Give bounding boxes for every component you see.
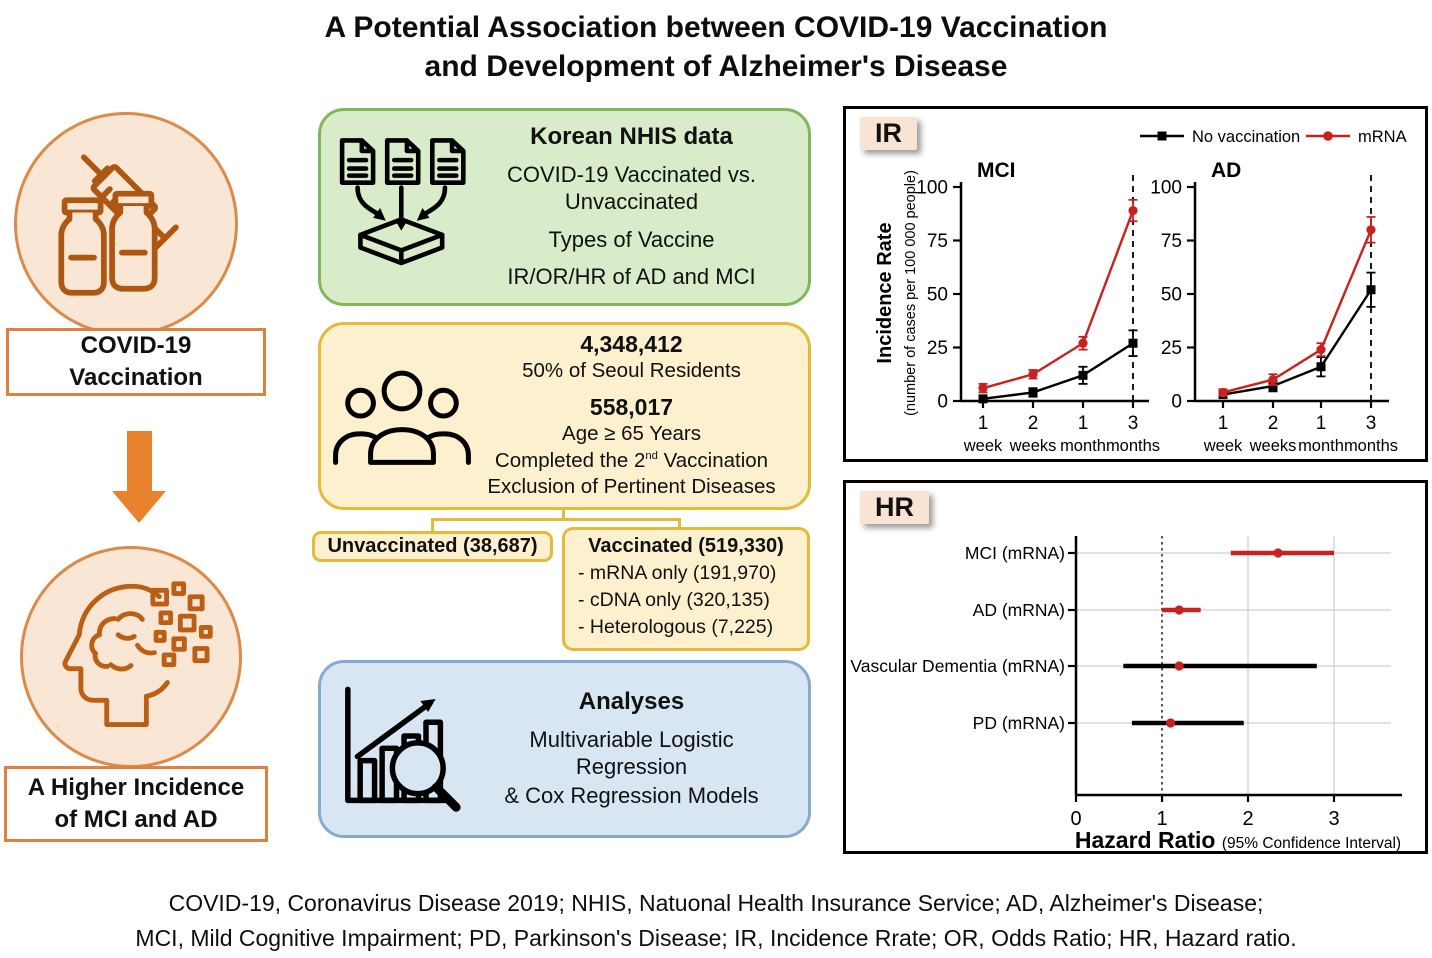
analyses-line1: Multivariable Logistic Regression (529, 727, 734, 780)
svg-text:months: months (1105, 437, 1161, 455)
outcome-box (4, 766, 268, 842)
nhis-item-2: Types of Vaccine (548, 226, 715, 252)
analyses-box (318, 660, 811, 838)
cohort-subset: 558,017 (589, 393, 674, 420)
analyses-line2: & Cox Regression Models (504, 782, 759, 808)
cohort-text (483, 331, 808, 501)
svg-text:100: 100 (1150, 177, 1182, 199)
nhis-data-box (318, 108, 811, 306)
cohort-total: 4,348,412 (580, 331, 683, 358)
svg-text:2: 2 (1027, 413, 1039, 434)
syringe-vials-icon (40, 136, 212, 312)
nhis-item-1: COVID-19 Vaccinated vs. Unvaccinated (506, 161, 757, 214)
analyses-text (483, 688, 808, 809)
nhis-item-3: IR/OR/HR of AD and MCI (507, 264, 756, 290)
svg-text:mRNA: mRNA (1358, 128, 1407, 146)
svg-text:MCI: MCI (977, 159, 1016, 182)
covid-vaccination-box (6, 328, 266, 396)
svg-text:100: 100 (916, 177, 948, 199)
arrow-head (112, 491, 166, 523)
svg-text:Hazard Ratio (95% Confidence I: Hazard Ratio (95% Confidence Interval) (1074, 827, 1402, 851)
svg-text:week: week (1203, 437, 1243, 455)
down-arrow-icon (112, 431, 166, 523)
documents-database-icon (328, 134, 476, 280)
vaccinated-title: Vaccinated (519,330) (588, 535, 784, 557)
svg-text:(number of cases per 100 000 p: (number of cases per 100 000 people) (903, 170, 919, 416)
svg-text:weeks: weeks (1009, 437, 1057, 455)
svg-text:3: 3 (1328, 808, 1340, 830)
connector-left-drop (431, 518, 434, 532)
svg-text:weeks: weeks (1249, 437, 1297, 455)
nhis-title: Korean NHIS data (530, 122, 733, 150)
nhis-text (483, 123, 808, 291)
svg-text:1: 1 (1077, 413, 1089, 434)
svg-text:3: 3 (1365, 413, 1377, 434)
outcome-line1: A Higher Incidence (27, 773, 245, 801)
unvaccinated-label: Unvaccinated (38,687) (327, 535, 538, 557)
figure-title (0, 8, 1432, 86)
svg-text:3: 3 (1127, 413, 1139, 434)
chart-magnifier-icon (330, 677, 474, 821)
svg-text:Incidence Rate: Incidence Rate (874, 222, 896, 364)
hazard-ratio-panel (843, 480, 1428, 854)
svg-text:0: 0 (937, 391, 948, 413)
analyses-title: Analyses (578, 688, 685, 716)
vaccination-illustration-circle (14, 112, 238, 336)
cohort-box (318, 322, 811, 510)
svg-text:75: 75 (926, 231, 948, 252)
hr-panel-tag: HR (860, 491, 929, 524)
svg-text:1: 1 (1315, 413, 1327, 434)
arrow-shaft (127, 431, 152, 491)
people-icon (327, 362, 477, 470)
svg-text:2: 2 (1267, 413, 1279, 434)
cohort-age-criterion: Age ≥ 65 Years (562, 421, 701, 445)
svg-text:month: month (1298, 437, 1344, 455)
footnote-line1: COVID-19, Coronavirus Disease 2019; NHIS, Natuonal Health Insurance Service; AD, Alzheimer's Disease; (168, 890, 1264, 916)
unvaccinated-group-box (312, 531, 553, 562)
svg-text:Vascular Dementia (mRNA): Vascular Dementia (mRNA) (850, 656, 1065, 676)
svg-text:1: 1 (1217, 413, 1229, 434)
vaccinated-item-cdna: - cDNA only (320,135) (578, 589, 770, 611)
forest-plot (846, 483, 1425, 851)
connector-horizontal (431, 518, 681, 521)
svg-text:1: 1 (1156, 808, 1168, 830)
svg-text:week: week (963, 437, 1003, 455)
svg-text:2: 2 (1242, 808, 1254, 830)
outcome-line2: of MCI and AD (54, 806, 218, 833)
svg-text:PD (mRNA): PD (mRNA) (972, 713, 1065, 733)
svg-text:0: 0 (1171, 391, 1182, 413)
cognitive-decline-illustration-circle (20, 546, 242, 768)
svg-text:1: 1 (977, 413, 989, 434)
svg-text:AD: AD (1211, 159, 1242, 182)
svg-text:0: 0 (1070, 808, 1082, 830)
svg-text:25: 25 (1160, 338, 1182, 359)
svg-text:month: month (1060, 437, 1106, 455)
vaccinated-item-heterologous: - Heterologous (7,225) (578, 616, 774, 638)
cohort-total-desc: 50% of Seoul Residents (522, 359, 741, 383)
ir-panel-tag: IR (860, 117, 917, 150)
svg-text:50: 50 (926, 284, 948, 306)
svg-text:75: 75 (1160, 231, 1182, 252)
svg-text:25: 25 (926, 338, 948, 359)
covid-vaccination-line2: Vaccination (69, 364, 203, 391)
brain-pixelating-icon (38, 574, 224, 740)
covid-vaccination-line1: COVID-19 (80, 331, 192, 359)
incidence-rate-panel (843, 106, 1428, 462)
svg-text:months: months (1343, 437, 1399, 455)
analyses-icon-area (321, 677, 483, 821)
svg-text:No vaccination: No vaccination (1192, 128, 1301, 146)
vaccinated-group-box (562, 527, 810, 651)
cohort-exclusion-criterion: Exclusion of Pertinent Diseases (487, 475, 776, 499)
svg-text:50: 50 (1160, 284, 1182, 306)
vaccinated-item-mrna: - mRNA only (191,970) (578, 562, 777, 584)
cohort-icon-area (321, 362, 483, 470)
svg-text:MCI (mRNA): MCI (mRNA) (964, 543, 1065, 563)
incidence-rate-charts (846, 109, 1425, 459)
figure-title-line2: and Development of Alzheimer's Disease (424, 50, 1008, 83)
nhis-icon-area (321, 134, 483, 280)
abbreviations-footnote (0, 886, 1432, 955)
svg-text:AD (mRNA): AD (mRNA) (972, 600, 1065, 620)
cohort-vaccination-criterion: Completed the 2nd Vaccination (494, 448, 769, 472)
figure-title-line1: A Potential Association between COVID-19 Vaccination (324, 11, 1108, 44)
footnote-line2: MCI, Mild Cognitive Impairment; PD, Parkinson's Disease; IR, Incidence Rrate; OR, Odds Ratio; HR, Hazard ratio. (135, 924, 1297, 951)
